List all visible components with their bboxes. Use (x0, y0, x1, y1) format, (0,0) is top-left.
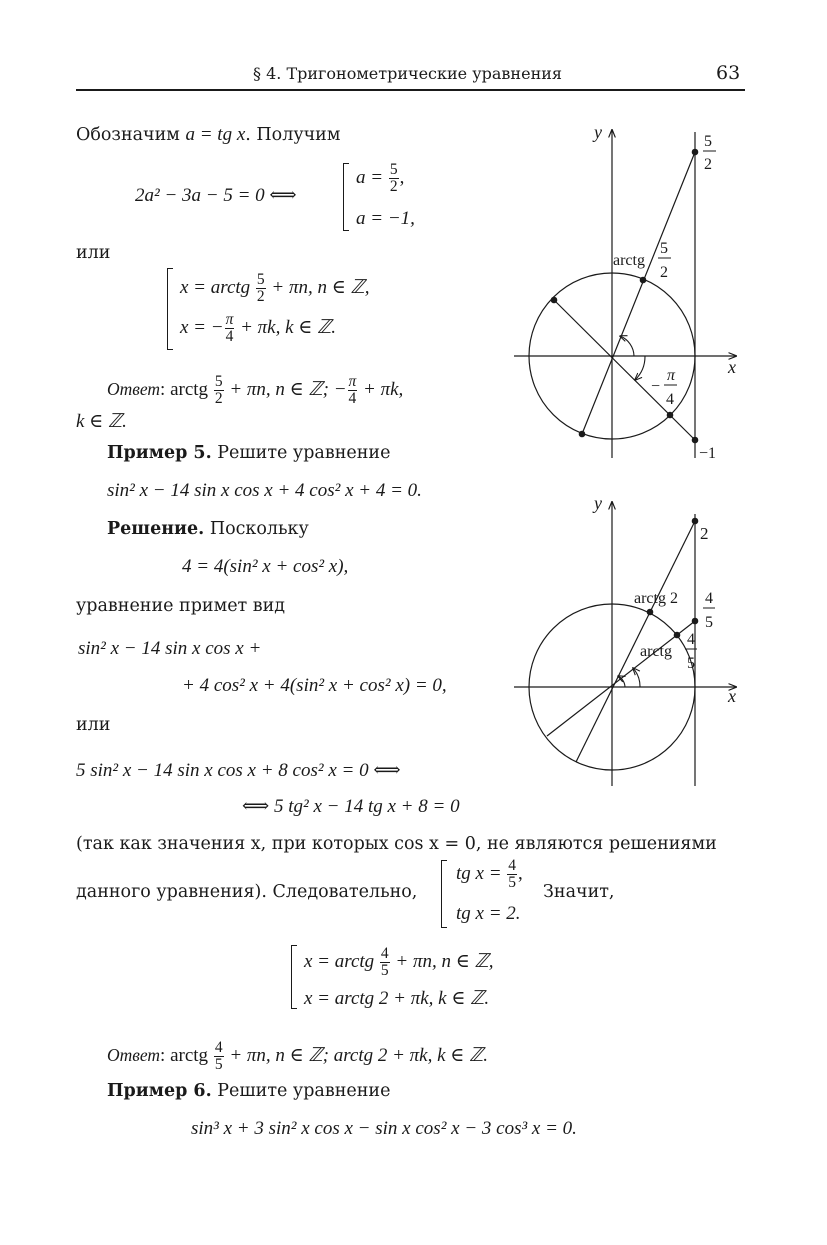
label-arctg-2: arctg 2 (634, 590, 678, 607)
label-arctg-4-5: arctg (640, 643, 672, 660)
angle-arc-positive (620, 336, 634, 356)
ray-arctg-2 (576, 521, 695, 762)
label-minus-one: −1 (699, 445, 717, 462)
example-6-equation: sin³ x + 3 sin² x cos x − sin x cos² x − 3 cos³ x = 0. (191, 1118, 577, 1139)
system1-line-b: a = −1, (356, 208, 415, 229)
system4-line-b: x = arctg 2 + πk, k ∈ ℤ. (304, 988, 490, 1009)
x-axis-label: x (728, 357, 736, 377)
intro-text: Обозначим (76, 125, 180, 145)
system-bracket-3 (441, 860, 447, 928)
equation-b1: 5 sin² x − 14 sin x cos x + 8 cos² x = 0 ⟺ (76, 760, 401, 781)
or-text-2: или (76, 715, 111, 735)
paren-line-1: (так как значения x, при которых cos x = 0, не являются решениями (76, 834, 717, 854)
answer-2: Ответ: arctg $\frac{4}{5}$ + πn, n ∈ ℤ; arctg 2 + πk, k ∈ ℤ. (107, 1039, 489, 1074)
svg-text:5: 5 (704, 133, 712, 150)
example-6-heading: Пример 6. Решите уравнение (107, 1081, 391, 1101)
svg-text:π: π (667, 367, 676, 384)
solution-label: Решение. (107, 519, 205, 539)
system-bracket-1 (343, 163, 349, 231)
intro-line (76, 124, 340, 146)
system-bracket-2 (167, 268, 173, 350)
point-minus-pi-4 (667, 412, 674, 419)
section-title: § 4. Тригонометрические уравнения (253, 64, 562, 83)
y-axis-label: y (594, 493, 602, 513)
x-axis-label: x (728, 686, 736, 706)
equation-b2: ⟺ 5 tg² x − 14 tg x + 8 = 0 (242, 796, 460, 817)
point-4-5 (692, 618, 699, 625)
svg-text:5: 5 (705, 614, 713, 631)
answer-1-cont: k ∈ ℤ. (76, 411, 127, 432)
point-arctg-2 (647, 609, 654, 616)
svg-text:5: 5 (687, 655, 695, 672)
point-5-2 (692, 149, 699, 156)
svg-text:4: 4 (705, 590, 713, 607)
system2-line-b: x = − $\frac{\pi}{4}$ + πk, k ∈ ℤ. (180, 311, 337, 346)
example-6-label: Пример 6. (107, 1081, 212, 1101)
example-5-heading: Пример 5. Решите уравнение (107, 443, 391, 463)
system1-line-a: a = $\frac{5}{2}$ , (356, 161, 405, 196)
example-5-equation: sin² x − 14 sin x cos x + 4 cos² x + 4 = 0. (107, 480, 422, 501)
svg-text:2: 2 (704, 156, 712, 173)
system3-line-b: tg x = 2. (456, 903, 521, 924)
becomes-text: уравнение примет вид (76, 596, 286, 616)
identity-equation: 4 = 4(sin² x + cos² x), (182, 556, 349, 577)
point-opposite (579, 431, 586, 438)
angle-arc-small (633, 668, 640, 687)
point-minus-one (692, 437, 699, 444)
page-number: 63 (716, 62, 741, 84)
fraction-5-2: $\frac{5}{2}$ (389, 161, 398, 196)
long-equation-line-2: + 4 cos² x + 4(sin² x + cos² x) = 0, (182, 675, 447, 696)
header-rule (76, 89, 745, 91)
label-two: 2 (700, 524, 709, 543)
svg-text:5: 5 (660, 240, 668, 257)
system3-line-a: tg x = $\frac{4}{5}$ , (456, 857, 523, 892)
ray-arctg-5-2 (582, 152, 695, 434)
figure-1 (500, 118, 760, 468)
svg-text:−: − (651, 378, 661, 395)
thus-text: Значит, (543, 882, 615, 902)
svg-text:4: 4 (687, 631, 695, 648)
answer-1: Ответ: arctg $\frac{5}{2}$ + πn, n ∈ ℤ; − $\frac{\pi}{4}$ + πk, (107, 373, 404, 408)
answer-label: Ответ (107, 379, 161, 400)
point-3pi-4 (551, 297, 558, 304)
system4-line-a: x = arctg $\frac{4}{5}$ + πn, n ∈ ℤ, (304, 945, 494, 980)
y-axis-label: y (594, 122, 602, 142)
angle-arc-negative (635, 356, 645, 380)
label-arctg-5-2: arctg (613, 252, 645, 269)
point-arctg-4-5 (674, 632, 681, 639)
intro-get: . Получим (245, 125, 341, 145)
point-2 (692, 518, 699, 525)
figure-2 (500, 490, 760, 790)
solution-heading: Решение. Поскольку (107, 519, 309, 539)
paren-line-2: данного уравнения). Следовательно, (76, 882, 418, 902)
svg-text:2: 2 (660, 264, 668, 281)
system2-line-a: x = arctg $\frac{5}{2}$ + πn, n ∈ ℤ, (180, 271, 370, 306)
system-bracket-4 (291, 945, 297, 1009)
long-equation-line-1: sin² x − 14 sin x cos x + (78, 638, 262, 659)
or-text-1: или (76, 243, 111, 263)
quadratic-equation: 2a² − 3a − 5 = 0 ⟺ (135, 185, 297, 206)
intro-expr: a = tg x (185, 124, 246, 145)
svg-text:4: 4 (666, 391, 674, 408)
example-5-label: Пример 5. (107, 443, 212, 463)
point-arctg (640, 277, 647, 284)
